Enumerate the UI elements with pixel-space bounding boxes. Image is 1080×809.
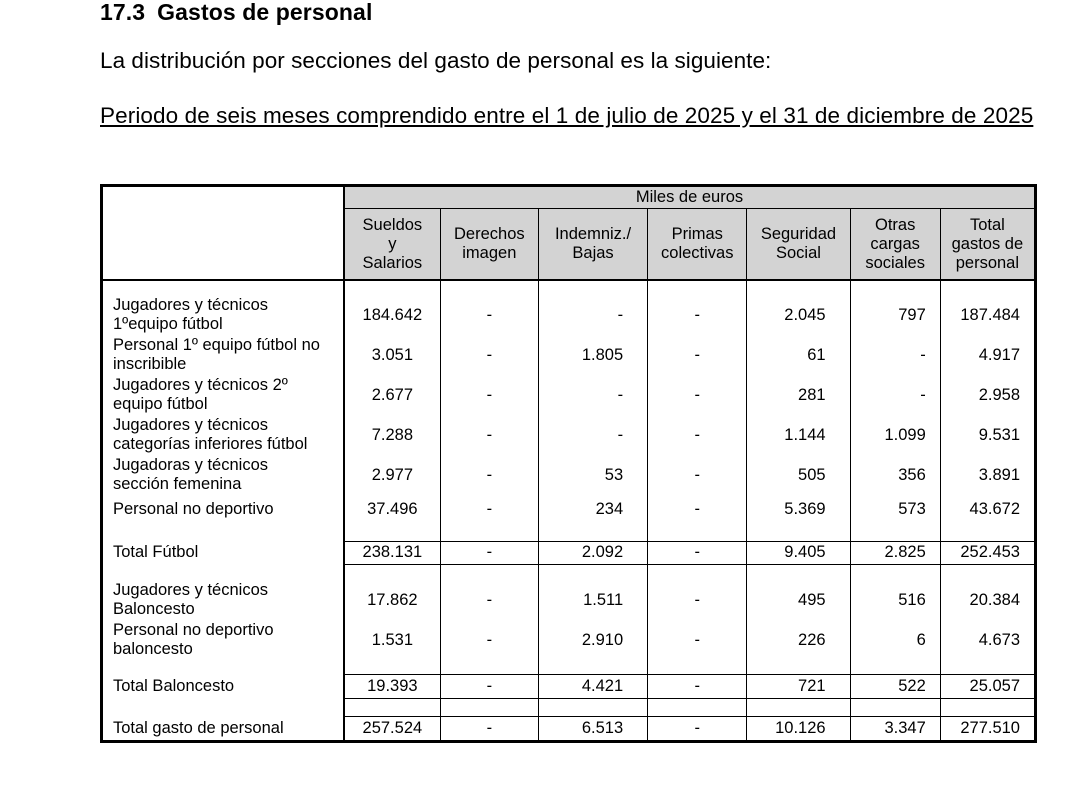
total-row <box>102 541 1036 564</box>
table-cell: 61 <box>747 335 850 375</box>
row-label: Total gasto de personal <box>113 718 284 737</box>
table-cell: 505 <box>747 455 850 495</box>
table-cell: 1.144 <box>747 415 850 455</box>
table-cell: 1.099 <box>850 415 940 455</box>
table-row <box>102 495 1036 523</box>
table-cell: 2.677 <box>344 375 440 415</box>
table-cell: - <box>538 295 647 335</box>
table-cell: 257.524 <box>344 716 440 742</box>
table-cell: 2.092 <box>538 541 647 564</box>
table-cell: 281 <box>747 375 850 415</box>
table-cell: 495 <box>747 580 850 620</box>
table-cell: - <box>440 674 538 698</box>
row-label: Jugadores y técnicos categorías inferiores fútbol <box>113 416 308 453</box>
table-cell: 2.045 <box>747 295 850 335</box>
table-cell: 7.288 <box>344 415 440 455</box>
table-cell: 252.453 <box>940 541 1035 564</box>
table-cell: 1.805 <box>538 335 647 375</box>
table-cell: 1.511 <box>538 580 647 620</box>
table-cell: - <box>648 335 747 375</box>
table-cell: 20.384 <box>940 580 1035 620</box>
table-cell: 184.642 <box>344 295 440 335</box>
spacer-row <box>102 660 1036 674</box>
row-label: Personal no deportivo <box>113 499 274 518</box>
table-cell: - <box>440 455 538 495</box>
table-cell: 53 <box>538 455 647 495</box>
column-header: Otras cargas sociales <box>850 209 940 281</box>
period-title: Periodo de seis meses comprendido entre el 1 de julio de 2025 y el 31 de diciembre de 2025 <box>100 103 1034 128</box>
column-header: Primas colectivas <box>648 209 747 281</box>
table-cell: 3.051 <box>344 335 440 375</box>
column-header: Indemniz./ Bajas <box>538 209 647 281</box>
table-cell: - <box>440 375 538 415</box>
table-body <box>102 280 1036 742</box>
table-row <box>102 295 1036 335</box>
table-cell: 234 <box>538 495 647 523</box>
table-cell: 3.891 <box>940 455 1035 495</box>
table-cell: 356 <box>850 455 940 495</box>
table-cell: - <box>648 415 747 455</box>
table-cell: - <box>648 620 747 660</box>
table-cell: 9.531 <box>940 415 1035 455</box>
section-heading <box>100 0 372 26</box>
units-header: Miles de euros <box>344 186 1035 209</box>
column-header: Seguridad Social <box>747 209 850 281</box>
row-label: Total Baloncesto <box>113 676 235 695</box>
table-cell: 4.421 <box>538 674 647 698</box>
table-cell: - <box>648 455 747 495</box>
intro-paragraph: La distribución por secciones del gasto de personal es la siguiente: <box>100 48 772 73</box>
row-label: Personal 1º equipo fútbol no inscribible <box>113 336 320 373</box>
table-cell: - <box>440 335 538 375</box>
table-cell: - <box>850 335 940 375</box>
row-label: Jugadoras y técnicos sección femenina <box>113 456 269 493</box>
table-row <box>102 415 1036 455</box>
row-header-blank <box>102 186 345 281</box>
table-cell: - <box>648 375 747 415</box>
section-number: 17.3 <box>100 0 146 25</box>
table-cell: - <box>440 716 538 742</box>
table-cell: - <box>648 495 747 523</box>
total-row <box>102 674 1036 698</box>
table-cell: 19.393 <box>344 674 440 698</box>
table-cell: - <box>648 295 747 335</box>
table-cell: - <box>648 716 747 742</box>
table-cell: 6 <box>850 620 940 660</box>
column-header: Total gastos de personal <box>940 209 1035 281</box>
table-cell: 277.510 <box>940 716 1035 742</box>
table-cell: 187.484 <box>940 295 1035 335</box>
table-cell: 226 <box>747 620 850 660</box>
row-label: Jugadores y técnicos 2º equipo fútbol <box>113 376 288 413</box>
table-cell: 2.910 <box>538 620 647 660</box>
table-cell: 9.405 <box>747 541 850 564</box>
table-cell: 1.531 <box>344 620 440 660</box>
table-cell: - <box>648 674 747 698</box>
spacer-row <box>102 280 1036 295</box>
table-cell: - <box>440 620 538 660</box>
section-title: Gastos de personal <box>157 0 373 25</box>
table-cell: - <box>538 375 647 415</box>
row-label: Jugadores y técnicos 1ºequipo fútbol <box>113 296 269 333</box>
table-cell: 2.825 <box>850 541 940 564</box>
table-cell: 573 <box>850 495 940 523</box>
table-row <box>102 375 1036 415</box>
table-cell: - <box>440 580 538 620</box>
table-cell: 2.977 <box>344 455 440 495</box>
table-cell: 37.496 <box>344 495 440 523</box>
table-row <box>102 620 1036 660</box>
table-cell: 3.347 <box>850 716 940 742</box>
row-label: Personal no deportivo baloncesto <box>113 621 274 658</box>
table-cell: 10.126 <box>747 716 850 742</box>
table-cell: 43.672 <box>940 495 1035 523</box>
spacer-row <box>102 698 1036 716</box>
table-cell: - <box>648 541 747 564</box>
table-cell: - <box>538 415 647 455</box>
column-header: Derechos imagen <box>440 209 538 281</box>
table-cell: - <box>440 295 538 335</box>
table-cell: - <box>850 375 940 415</box>
table-cell: - <box>440 541 538 564</box>
spacer-row <box>102 523 1036 541</box>
row-label: Jugadores y técnicos Baloncesto <box>113 581 269 618</box>
table-cell: 522 <box>850 674 940 698</box>
table-cell: 4.673 <box>940 620 1035 660</box>
personnel-expense-table <box>100 184 1037 743</box>
table-row <box>102 455 1036 495</box>
table-cell: 17.862 <box>344 580 440 620</box>
row-label: Total Fútbol <box>113 543 199 561</box>
table-cell: 238.131 <box>344 541 440 564</box>
table-cell: 5.369 <box>747 495 850 523</box>
table-cell: - <box>440 495 538 523</box>
table-cell: 25.057 <box>940 674 1035 698</box>
table-cell: 721 <box>747 674 850 698</box>
table-row <box>102 335 1036 375</box>
total-row <box>102 716 1036 742</box>
table-cell: 6.513 <box>538 716 647 742</box>
table-cell: 2.958 <box>940 375 1035 415</box>
table-cell: - <box>648 580 747 620</box>
table-cell: - <box>440 415 538 455</box>
table-cell: 516 <box>850 580 940 620</box>
table-row <box>102 580 1036 620</box>
column-header: Sueldos y Salarios <box>344 209 440 281</box>
table-cell: 4.917 <box>940 335 1035 375</box>
table-cell: 797 <box>850 295 940 335</box>
spacer-row <box>102 564 1036 580</box>
